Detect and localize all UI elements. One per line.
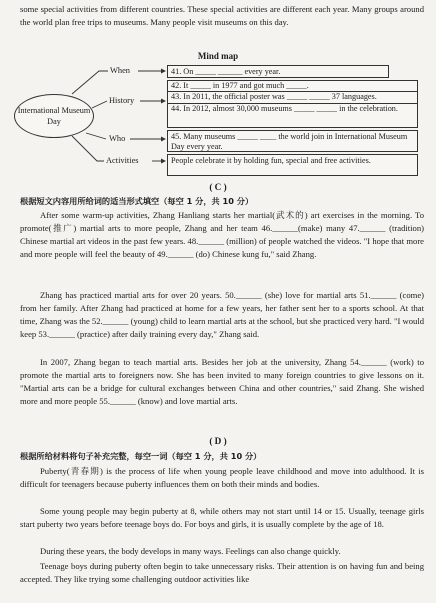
mind-map-box-history xyxy=(167,80,418,128)
section-d-paragraph: Puberty(青春期) is the process of life when young people leave childhood and move into adulthood. It is difficult for teenagers because puberty influences them on both their minds and bodies. xyxy=(20,466,424,490)
section-c-heading: ( C ) xyxy=(209,182,227,192)
mind-map-title: Mind map xyxy=(197,51,239,61)
mind-map-box-activities xyxy=(167,154,418,176)
item-activities: People celebrate it by holding fun, special and free activities. xyxy=(171,156,371,165)
branch-when: When xyxy=(110,66,130,75)
branch-activities: Activities xyxy=(106,156,139,165)
item-43: 43. In 2011, the official poster was _____ _____ 37 languages. xyxy=(168,92,417,103)
branch-history: History xyxy=(109,96,135,105)
branch-who: Who xyxy=(109,134,126,143)
section-d-heading: ( D ) xyxy=(209,436,227,446)
item-45: 45. Many museums _____ ____ the world join in International Museum Day every year. xyxy=(171,132,408,152)
mind-map-center: International Museum Day xyxy=(14,94,94,138)
section-c-paragraph: Zhang has practiced martial arts for over 20 years. 50.______ (she) love for martial arts 51.______ (come) from her family. After Zhang had practiced at home for a few years, her father sent her to a sports school. At that time, Zhang was the 52.______ (young) child to learn martial arts at the school, but she practiced very hard. "I would keep 53.______ (practice) after daily training every day," Zhang said. xyxy=(20,290,424,340)
item-41: 41. On _____ ______ every year. xyxy=(171,67,281,76)
item-42: 42. It _____ in 1977 and got much _____. xyxy=(168,81,417,92)
section-d-instruction: 根据所给材料将句子补充完整，每空一词（每空 1 分，共 10 分） xyxy=(20,451,262,461)
section-d-paragraph: Some young people may begin puberty at 8, while others may not start until 14 or 15. Usually, teenage girls start puberty two years before teenage boys do. For boys and girls, it is usually complete by the age of 18. xyxy=(20,506,424,530)
section-c-paragraph: After some warm-up activities, Zhang Hanliang starts her martial(武术的) art exercises in the morning. To promote(推广) martial arts to more people, Zhang and her team 46.______(make) many 47.______ (tradition) Chinese martial art videos in the past few years. 48.______ (million) of people watched the videos. "I hope that more and more people will feel the beauty of 49.______ (do) Chinese kung fu," said Zhang. xyxy=(20,210,424,260)
mind-map-box-when xyxy=(167,65,389,78)
section-d-paragraph: Teenage boys during puberty often begin to take unnecessary risks. Their attention is on having fun and being accepted. They like trying some challenging outdoor activities like xyxy=(20,561,424,585)
item-44: 44. In 2012, almost 30,000 museums _____ _____ in the celebration. xyxy=(171,103,398,113)
section-c-paragraph: In 2007, Zhang began to teach martial arts. Besides her job at the university, Zhang 54.______ (work) to promote the martial arts to foreigners now. She has been invited to many foreign countries to give lessons on it. "Martial arts can be a bridge for cultural exchanges between China and other countries," said Zhang. She wished more and more people 55.______ (know) and love martial arts. xyxy=(20,357,424,407)
mind-map-box-who xyxy=(167,130,418,152)
section-d-paragraph: During these years, the body develops in many ways. Feelings can also change quickly. xyxy=(40,546,341,556)
intro-paragraph: some special activities from different countries. These special activities are different each year. Many groups around the world plan free trips to museums. Many people visit museums on this day. xyxy=(20,4,424,28)
section-c-instruction: 根据短文内容用所给词的适当形式填空（每空 1 分，共 10 分） xyxy=(20,196,254,206)
